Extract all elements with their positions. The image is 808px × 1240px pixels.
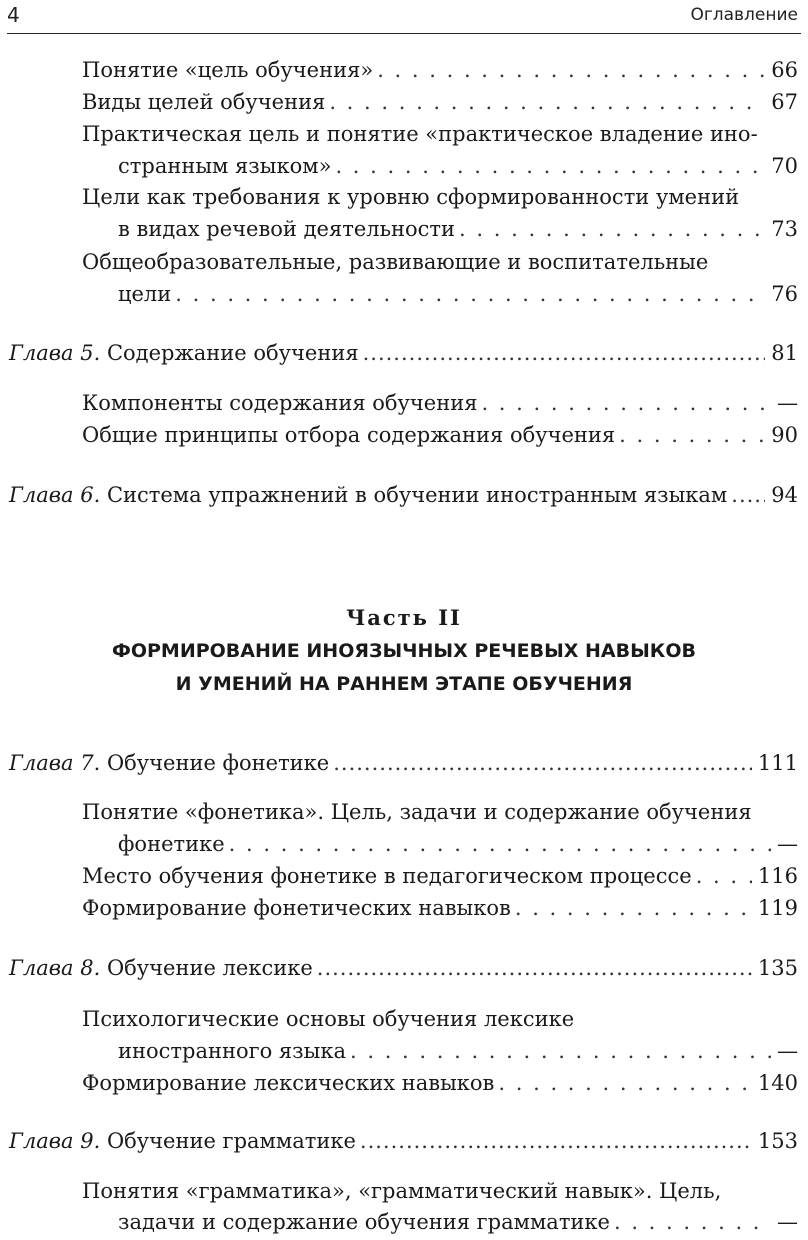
toc-entry[interactable]: Формирование фонетических навыков . . . 119 [0,894,798,922]
toc-entry[interactable]: в видах речевой деятельности . . . 73 [0,215,798,243]
toc-entry[interactable]: странным языком» . . . 70 [0,152,798,180]
part-title-line1: ФОРМИРОВАНИЕ ИНОЯЗЫЧНЫХ РЕЧЕВЫХ НАВЫКОВ [112,640,696,662]
chapter-label: Глава 9. [9,1129,101,1153]
toc-entry-line1[interactable]: Понятия «грамматика», «грамматический навык». Цель, [82,1179,722,1203]
toc-entry[interactable]: Общие принципы отбора содержания обучения . . . 90 [0,421,798,449]
toc-entry[interactable]: цели . . . 76 [0,280,798,308]
toc-entry[interactable]: Компоненты содержания обучения . . . — [0,389,798,417]
toc-chapter[interactable]: Глава 5. Содержание обучения ..... 81 [0,339,798,367]
toc-entry[interactable]: Место обучения фонетике в педагогическом процессе . . . 116 [0,862,798,890]
chapter-label: Глава 7. [9,751,101,775]
toc-entry-line1[interactable]: Психологические основы обучения лексике [82,1007,575,1031]
toc-entry-line1[interactable]: Практическая цель и понятие «практическое владение ино- [82,122,758,146]
toc-entry-line1[interactable]: Понятие «фонетика». Цель, задачи и содержание обучения [82,800,752,824]
part-label: Часть II [346,605,462,630]
page-number: 4 [7,3,20,27]
toc-entry[interactable]: Понятие «цель обучения» . . . 66 [0,56,798,84]
toc-entry[interactable]: задачи и содержание обучения грамматике . . . — [0,1208,798,1236]
toc-entry-line1[interactable]: Общеобразовательные, развивающие и воспитательные [82,250,709,274]
toc-entry[interactable]: фонетике . . . — [0,830,798,858]
toc-entry[interactable]: иностранного языка . . . — [0,1037,798,1065]
chapter-label: Глава 6. [9,483,101,507]
toc-entry-line1[interactable]: Цели как требования к уровню сформированности умений [82,185,740,209]
toc-entry[interactable]: Виды целей обучения . . . 67 [0,88,798,116]
toc-entry[interactable]: Формирование лексических навыков . . . 140 [0,1069,798,1097]
toc-chapter[interactable]: Глава 6. Система упражнений в обучении иностранным языкам ..... 94 [0,481,798,509]
toc-chapter[interactable]: Глава 9. Обучение грамматике ..... 153 [0,1127,798,1155]
toc-chapter[interactable]: Глава 8. Обучение лексике ..... 135 [0,954,798,982]
part-title-line2: И УМЕНИЙ НА РАННЕМ ЭТАПЕ ОБУЧЕНИЯ [175,673,633,695]
running-head: Оглавление [690,5,798,25]
chapter-label: Глава 5. [9,341,101,365]
chapter-label: Глава 8. [9,956,101,980]
toc-chapter[interactable]: Глава 7. Обучение фонетике ..... 111 [0,749,798,777]
header-rule [7,33,801,34]
